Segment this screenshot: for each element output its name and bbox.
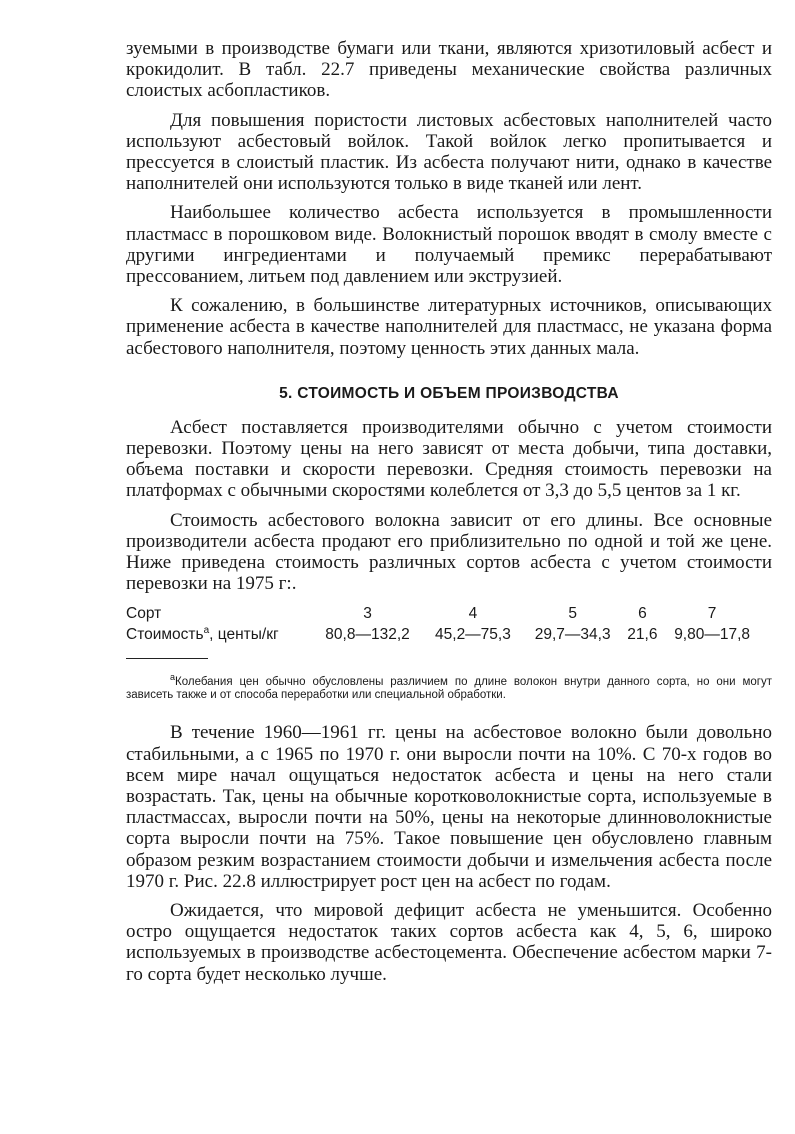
price-unit: , центы/кг [209,626,279,644]
paragraph-powder: Наибольшее количество асбеста используется в промышленности пластмасс в порошковом виде. Волокнистый порошок вводят в смолу вместе с другими ингредиентами и получаемый премикс перерабатывают прессованием, литьем под давлением или экструзией. [126,202,772,288]
paragraph-price-history: В течение 1960—1961 гг. цены на асбестовое волокно были довольно стабильными, а с 1965 по 1970 г. они выросли почти на 10%. С 70-х годов во всем мире начал ощущаться недостаток асбеста и цены на него стали возрастать. Так, цены на обычные коротковолокнистые сорта, используемые в пластмассах, выросли почти на 50%, цены на некоторые длинноволокнистые сорта выросли почти на 75%. Такое повышение цен обусловлено главным образом резким возрастанием стоимости добычи и измельчения асбеста после 1970 г. Рис. 22.8 иллюстрирует рост цен на асбест по годам. [126,722,772,892]
footnote-marker: а [170,671,176,682]
grade-label: Сорт [126,605,162,623]
paragraph-cost: Стоимость асбестового волокна зависит от его длины. Все основные производители асбеста продают его приблизительно по одной и той же цене. Ниже приведена стоимость различных сортов асбеста с учетом стоимости перевозки на 1975 г:. [126,509,772,595]
table-row-prices [126,624,762,645]
paragraph-delivery: Асбест поставляется производителями обычно с учетом стоимости перевозки. Поэтому цены на него зависят от места добычи, типа доставки, объема поставки и скорости перевозки. Средняя стоимость перевозки на платформах с обычными скоростями колеблется от 3,3 до 5,5 центов за 1 кг. [126,416,772,502]
paragraph-felt: Для повышения пористости листовых асбестовых наполнителей часто используют асбестовый войлок. Такой войлок легко пропитывается и прессуется в слоистый пластик. Из асбеста получают нити, однако в качестве наполнителей они используются только в виде тканей или лент. [126,109,772,195]
grade-cell: 7 [707,605,717,623]
price-cell: 45,2—75,3 [435,626,511,644]
grade-cell: 6 [638,605,647,623]
book-page [126,38,772,985]
price-cell: 9,80—17,8 [674,626,751,644]
section-heading: 5. СТОИМОСТЬ И ОБЪЕМ ПРОИЗВОДСТВА [279,384,619,402]
paragraph-deficit: Ожидается, что мировой дефицит асбеста не уменьшится. Особенно остро ощущается недостаток таких сортов асбеста как 4, 5, 6, широко используемых в производстве асбестоцемента. Обеспечение асбестом марки 7-го сорта будет несколько лучше. [126,900,772,985]
footnote-marker: а [203,625,210,637]
price-cell: 80,8—132,2 [325,626,410,644]
price-cell: 21,6 [627,626,658,644]
grade-cell: 5 [568,605,577,623]
paragraph-sources: К сожалению, в большинстве литературных источников, описывающих применение асбеста в качестве наполнителей для пластмасс, не указана форма асбестового наполнителя, поэтому ценность этих данных мала. [126,295,772,359]
grade-cell: 3 [363,605,372,623]
price-label [126,624,312,645]
footnote [126,671,772,703]
grade-cell: 4 [468,605,478,623]
paragraph-continuation: зуемыми в производстве бумаги или ткани, являются хризотиловый асбест и крокидолит. В табл. 22.7 приведены механические свойства различных слоистых асбопластиков. [126,38,772,102]
price-cell: 29,7—34,3 [534,626,611,644]
table-row-grades [126,604,762,624]
price-label-text: Стоимость [126,626,204,644]
price-table [126,604,762,645]
footnote-divider [126,658,208,659]
footnote-text: Колебания цен обычно обусловлены различием по длине волокон внутри данного сорта, но они могут зависеть также и от способа переработки или специальной обработки. [126,675,772,701]
